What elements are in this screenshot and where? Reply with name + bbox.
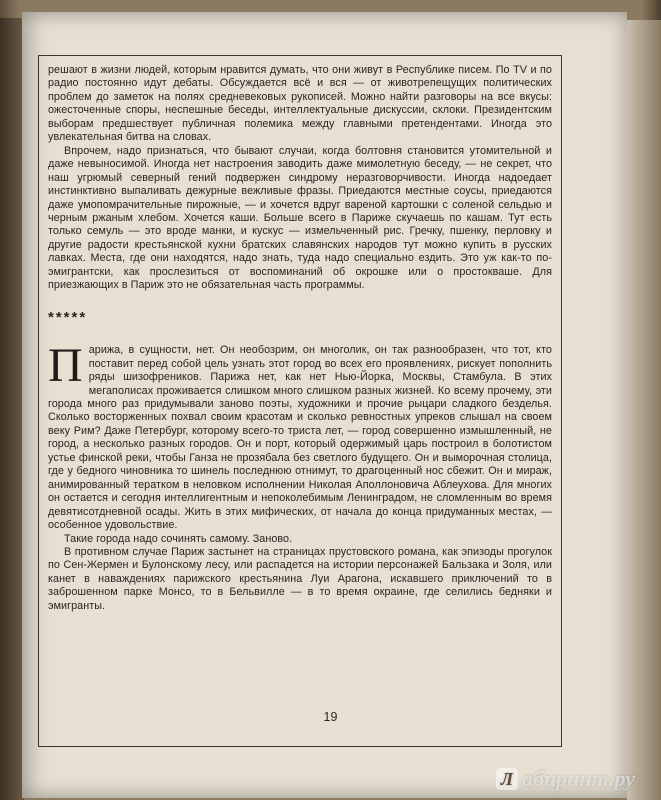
paragraph-4: Такие города надо сочинять самому. Заново.	[64, 532, 293, 545]
paragraph-2: Впрочем, надо признаться, что бывают случаи, когда болтовня становится утомительной и даже невыносимой. Иногда нет настроения заводить даже мимолетную беседу, — не секрет, что наш угрюмый северный гений подвержен синдрому неразговорчивости. Иногда надоедает инстинктивно выпаливать дежурные вежливые фразы. Приедаются местные соусы, приедаются даже умопомрачительные пирожные, — и хочется вдруг вареной картошки с соленой сельдью и черным ржаным хлебом. Хочется каши. Больше всего в Париже скучаешь по кашам. Тут есть только семуль — это вроде манки, и кускус — измельченный рис. Гречку, пшенку, перловку и другие радости крестьянской кухни братских славянских народов тут можно купить в русских лавках. Места, где они находятся, надо знать, туда надо специально ездить. Это уж как-то по-эмигрантски, как прослезиться от воспоминаний об окрошке или о простокваше. Для приезжающих в Париж это не обязательная часть программы.	[48, 144, 552, 292]
previous-page-edge	[0, 18, 24, 800]
watermark	[496, 766, 635, 792]
paragraph-1: решают в жизни людей, которым нравится думать, что они живут в Республике писем. По TV и по радио постоянно идут дебаты. Обсуждается всё и вся — от животрепещущих политических проблем до заметок на полях средневековых рукописей. Можно найти разговоры на все вкусы: ожесточенные споры, неспешные беседы, интеллектуальные дискуссии, склоки. Президентским выборам предшествует публичная полемика между главными претендентами. Иногда это увлекательная битва на словах.	[48, 64, 552, 144]
paragraph-3	[48, 339, 552, 532]
labirint-logo-icon: Л	[496, 768, 518, 790]
paragraph-3-text: арижа, в сущности, нет. Он необозрим, он многолик, он так разнообразен, что тот, кто поставит перед собой цель узнать этот город во всех его проявлениях, рискует пополнить ряды шизофреников. Парижа нет, как нет Нью-Йорка, Москвы, Стамбула. В этих мегаполисах проживается слишком много слишком разных жизней. Ко всему прочему, эти города много раз придумывали заново поэты, художники и прочие рыцари сладкого безделья. Сколько восторженных похвал своим красотам и сколько ревностных упреков слышал на своем веку Рим? Даже Петербург, которому всего-то триста лет, — город совершенно измышленный, не город, а несколько разных городов. Он и порт, который одержимый царь построил в болотистом устье финской реки, чтобы Ганза не прозябала без светлого будущего. Он и выморочная столица, где у бедного чиновника то шинель последнюю отнимут, то драгоценный нос сбежит. Он и мираж, анимированный тератком в неловком исполнении Николая Аполлоновича Аблеухова. Для многих он остается и сегодня интеллигентным и непоколебимым Ленинградом, не сломленным во время девятисотдневной осады. Жить в этих мифических, от начала до конца придуманных местах, — особенное удовольствие.	[48, 344, 552, 532]
page-text	[48, 64, 552, 613]
section-separator: *****	[48, 308, 88, 326]
page-number: 19	[323, 710, 338, 724]
drop-cap: П	[48, 339, 83, 393]
book-edge	[627, 20, 661, 800]
watermark-text: абиринт.ру	[521, 766, 635, 791]
paragraph-5: В противном случае Париж застынет на страницах прустовского романа, как эпизоды прогулок по Сен-Жермен и Булонскому лесу, или распадется на истории персонажей Бальзака и Золя, или канет в наваждениях парижского крестьянина Луи Арагона, искавшего приключений то в заброшенном парке Монсо, то в Бельвилле — в то время окраине, где селились бедняки и эмигранты.	[48, 545, 552, 612]
